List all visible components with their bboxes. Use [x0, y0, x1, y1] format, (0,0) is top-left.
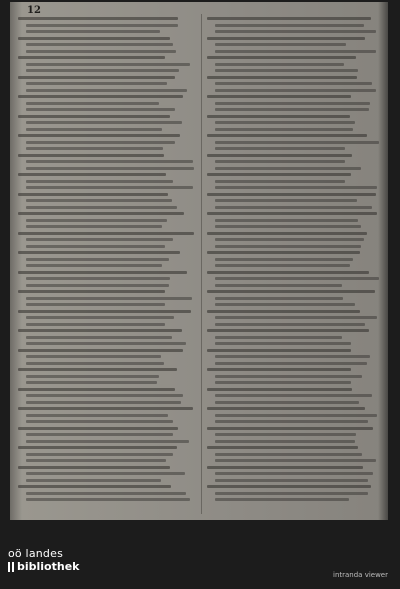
directory-text-line: [26, 219, 167, 222]
logo-text-bottom: bibliothek: [17, 560, 80, 573]
directory-text-line: [26, 303, 165, 306]
directory-text-line: [26, 108, 175, 111]
directory-text-line: [215, 108, 369, 111]
directory-text-line: [26, 128, 162, 131]
scanned-page: [10, 2, 388, 520]
directory-text-line: [18, 37, 170, 40]
directory-text-line: [26, 498, 190, 501]
directory-text-line: [215, 30, 376, 33]
directory-column-right: [207, 17, 383, 505]
directory-text-line: [207, 17, 371, 20]
directory-text-line: [215, 186, 377, 189]
directory-text-line: [26, 24, 178, 27]
directory-text-line: [18, 388, 175, 391]
directory-text-line: [26, 245, 165, 248]
directory-text-line: [207, 446, 358, 449]
directory-text-line: [215, 160, 345, 163]
directory-text-line: [26, 459, 166, 462]
directory-text-line: [26, 264, 162, 267]
directory-text-line: [26, 336, 172, 339]
directory-text-line: [26, 381, 157, 384]
directory-text-line: [18, 232, 194, 235]
directory-text-line: [207, 427, 373, 430]
directory-text-line: [18, 173, 166, 176]
directory-text-line: [26, 401, 181, 404]
directory-text-line: [215, 206, 372, 209]
directory-column-left: [18, 17, 198, 505]
directory-text-line: [18, 56, 165, 59]
library-logo-icon: [8, 562, 14, 572]
directory-text-line: [26, 375, 159, 378]
page-number: 12: [27, 5, 41, 16]
directory-text-line: [26, 199, 172, 202]
directory-text-line: [207, 76, 357, 79]
directory-text-line: [215, 323, 365, 326]
directory-text-line: [18, 329, 182, 332]
directory-text-line: [18, 95, 183, 98]
directory-text-line: [215, 89, 376, 92]
directory-text-line: [26, 362, 164, 365]
directory-text-line: [18, 310, 191, 313]
directory-text-line: [207, 251, 360, 254]
column-divider: [201, 14, 202, 514]
directory-text-line: [207, 37, 365, 40]
page-fold-shadow: [378, 2, 388, 520]
directory-text-line: [207, 329, 369, 332]
directory-text-line: [207, 154, 352, 157]
directory-text-line: [26, 50, 176, 53]
directory-text-line: [215, 63, 344, 66]
directory-text-line: [18, 349, 183, 352]
directory-text-line: [215, 128, 353, 131]
directory-text-line: [26, 323, 165, 326]
directory-text-line: [26, 440, 189, 443]
directory-text-line: [215, 479, 368, 482]
directory-text-line: [215, 492, 368, 495]
directory-text-line: [26, 258, 169, 261]
directory-text-line: [207, 466, 363, 469]
directory-text-line: [207, 310, 360, 313]
directory-text-line: [26, 277, 170, 280]
directory-text-line: [215, 381, 351, 384]
directory-text-line: [215, 141, 379, 144]
directory-text-line: [215, 498, 349, 501]
directory-text-line: [215, 342, 351, 345]
directory-text-line: [207, 212, 377, 215]
directory-text-line: [215, 459, 376, 462]
directory-text-line: [215, 303, 355, 306]
directory-text-line: [26, 63, 190, 66]
directory-text-line: [26, 206, 177, 209]
directory-text-line: [26, 453, 173, 456]
directory-text-line: [207, 115, 350, 118]
directory-text-line: [207, 56, 356, 59]
directory-text-line: [215, 258, 353, 261]
directory-text-line: [215, 121, 355, 124]
library-logo[interactable]: [8, 548, 79, 572]
directory-text-line: [207, 485, 371, 488]
directory-text-line: [26, 433, 173, 436]
directory-text-line: [215, 297, 343, 300]
directory-text-line: [26, 479, 161, 482]
directory-text-line: [215, 50, 376, 53]
directory-text-line: [215, 219, 358, 222]
directory-text-line: [18, 485, 171, 488]
directory-text-line: [26, 141, 175, 144]
directory-text-line: [18, 446, 177, 449]
directory-text-line: [26, 160, 193, 163]
directory-text-line: [207, 407, 365, 410]
directory-text-line: [215, 277, 379, 280]
directory-text-line: [18, 17, 178, 20]
directory-text-line: [26, 167, 194, 170]
directory-text-line: [215, 375, 362, 378]
directory-text-line: [215, 180, 345, 183]
directory-text-line: [215, 336, 342, 339]
directory-text-line: [207, 368, 351, 371]
directory-text-line: [18, 212, 184, 215]
directory-text-line: [215, 69, 358, 72]
directory-text-line: [207, 173, 351, 176]
viewer-credit: intranda viewer: [333, 571, 388, 579]
directory-text-line: [215, 394, 372, 397]
directory-text-line: [215, 43, 346, 46]
directory-text-line: [215, 199, 357, 202]
directory-text-line: [26, 238, 173, 241]
directory-text-line: [18, 427, 178, 430]
directory-text-line: [215, 453, 362, 456]
directory-text-line: [26, 492, 186, 495]
directory-text-line: [26, 102, 159, 105]
directory-text-line: [215, 24, 364, 27]
directory-text-line: [26, 186, 193, 189]
directory-text-line: [26, 342, 186, 345]
directory-text-line: [207, 193, 376, 196]
directory-text-line: [26, 89, 187, 92]
directory-text-line: [215, 316, 377, 319]
directory-text-line: [215, 245, 361, 248]
directory-text-line: [215, 82, 372, 85]
directory-text-line: [215, 433, 356, 436]
directory-text-line: [18, 134, 180, 137]
directory-text-line: [215, 167, 361, 170]
logo-text-top: oö landes: [8, 547, 64, 560]
directory-text-line: [26, 180, 173, 183]
directory-text-line: [26, 82, 167, 85]
directory-text-line: [18, 154, 164, 157]
directory-text-line: [207, 388, 352, 391]
directory-text-line: [215, 414, 377, 417]
directory-text-line: [215, 264, 350, 267]
directory-text-line: [207, 232, 367, 235]
directory-text-line: [26, 394, 183, 397]
directory-text-line: [18, 466, 170, 469]
directory-text-line: [215, 472, 373, 475]
directory-text-line: [215, 420, 368, 423]
directory-text-line: [215, 362, 367, 365]
directory-text-line: [18, 368, 177, 371]
directory-text-line: [26, 69, 179, 72]
directory-text-line: [215, 238, 364, 241]
directory-text-line: [26, 121, 182, 124]
directory-text-line: [26, 147, 163, 150]
directory-text-line: [215, 401, 359, 404]
directory-text-line: [26, 297, 192, 300]
directory-text-line: [215, 147, 345, 150]
directory-text-line: [18, 290, 165, 293]
directory-text-line: [18, 407, 193, 410]
directory-text-line: [215, 284, 342, 287]
directory-text-line: [26, 284, 169, 287]
directory-text-line: [207, 134, 367, 137]
directory-text-line: [26, 225, 162, 228]
directory-text-line: [26, 414, 168, 417]
directory-text-line: [215, 102, 370, 105]
directory-text-line: [207, 95, 351, 98]
directory-text-line: [215, 440, 355, 443]
directory-text-line: [26, 316, 174, 319]
directory-text-line: [18, 251, 180, 254]
directory-text-line: [26, 30, 160, 33]
directory-text-line: [207, 349, 351, 352]
directory-text-line: [26, 355, 161, 358]
directory-text-line: [26, 43, 173, 46]
directory-text-line: [18, 76, 175, 79]
directory-text-line: [26, 420, 173, 423]
directory-text-line: [215, 355, 370, 358]
directory-text-line: [26, 472, 185, 475]
directory-text-line: [207, 271, 369, 274]
directory-text-line: [18, 115, 170, 118]
directory-text-line: [18, 193, 168, 196]
directory-text-line: [18, 271, 187, 274]
directory-text-line: [215, 225, 361, 228]
directory-text-line: [207, 290, 375, 293]
